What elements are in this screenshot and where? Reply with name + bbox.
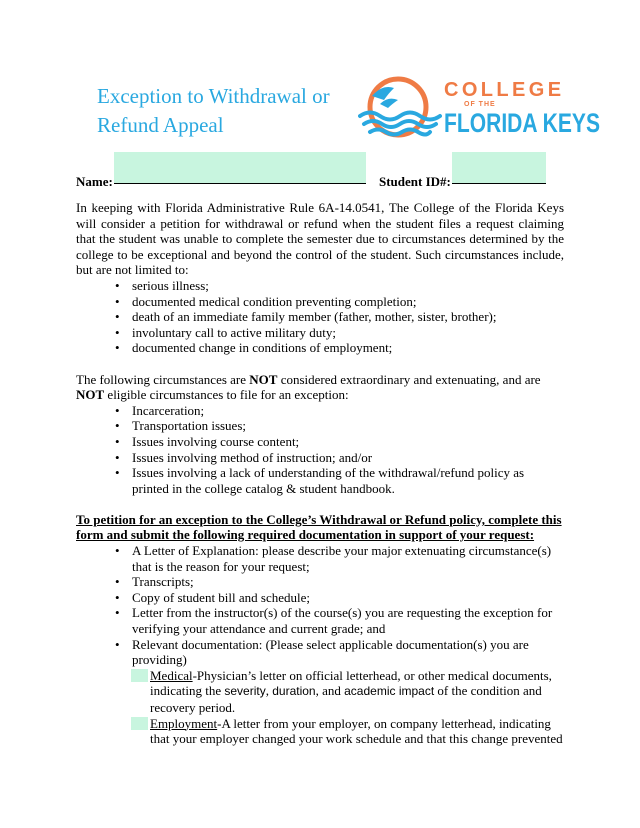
student-info-row (76, 152, 576, 188)
list-item: • A Letter of Explanation: please describe your major extenuating circumstance(s) that is the reason for your request; (132, 543, 564, 574)
list-item: • Relevant documentation: (Please select applicable documentation(s) you are providing) (132, 637, 564, 668)
employment-checkbox[interactable] (131, 717, 148, 730)
medical-option: Medical-Physician’s letter on official letterhead, or other medical documents, indicating the severity, duration, and academic impact of the condition and recovery period. (76, 668, 564, 716)
logo-college: COLLEGE (444, 79, 565, 101)
list-item: • serious illness; (132, 278, 564, 294)
list-item: • Issues involving course content; (132, 434, 564, 450)
document-body (76, 200, 564, 747)
list-item: • Transportation issues; (132, 418, 564, 434)
list-item: • Incarceration; (132, 403, 564, 419)
employment-label: Employment (150, 715, 218, 731)
required-docs-list (76, 543, 564, 668)
list-item: • Copy of student bill and schedule; (132, 590, 564, 606)
list-item: • Letter from the instructor(s) of the course(s) you are requesting the exception for verifying your attendance and current grade; and (132, 605, 564, 636)
list-item: • involuntary call to active military duty; (132, 325, 564, 341)
list-item: • death of an immediate family member (father, mother, sister, brother); (132, 309, 564, 325)
page-title (97, 82, 357, 140)
logo-text (444, 80, 640, 137)
sun-waves-icon (358, 74, 442, 144)
student-id-field[interactable] (452, 152, 546, 184)
logo-florida-keys: FLORIDA KEYS (444, 108, 601, 138)
list-item: • documented change in conditions of employment; (132, 340, 564, 356)
name-field[interactable] (114, 152, 366, 184)
employment-option: Employment-A letter from your employer, on company letterhead, indicating that your employer changed your work schedule and that this change prevented (76, 716, 564, 747)
name-label: Name: (76, 174, 113, 189)
list-item: • Issues involving method of instruction; and/or (132, 450, 564, 466)
included-circumstances-list (76, 278, 564, 356)
petition-heading: To petition for an exception to the College’s Withdrawal or Refund policy, complete this form and submit the following required documentation in support of your request: (76, 511, 562, 543)
list-item: • Issues involving a lack of understanding of the withdrawal/refund policy as printed in the college catalog & student handbook. (132, 465, 564, 496)
excluded-circumstances-list (76, 403, 564, 497)
college-logo (358, 74, 601, 144)
medical-label: Medical (150, 667, 193, 683)
intro-paragraph: In keeping with Florida Administrative Rule 6A-14.0541, The College of the Florida Keys will consider a petition for withdrawal or refund when the student files a request claiming that the student was unable to complete the semester due to circumstances determined by the college to be exceptional and beyond the control of the student. Such circumstances include, but are not limited to: (76, 200, 564, 278)
not-considered-paragraph: The following circumstances are NOT considered extraordinary and extenuating, and are NOT eligible circumstances to file for an exception: (76, 371, 541, 403)
title-line-2: Refund Appeal (97, 113, 224, 137)
logo-of-the: OF THE (464, 101, 496, 108)
student-id-label: Student ID#: (379, 174, 451, 189)
list-item: • documented medical condition preventing completion; (132, 294, 564, 310)
list-item: • Transcripts; (132, 574, 564, 590)
title-line-1: Exception to Withdrawal or (97, 84, 330, 108)
medical-checkbox[interactable] (131, 669, 148, 682)
